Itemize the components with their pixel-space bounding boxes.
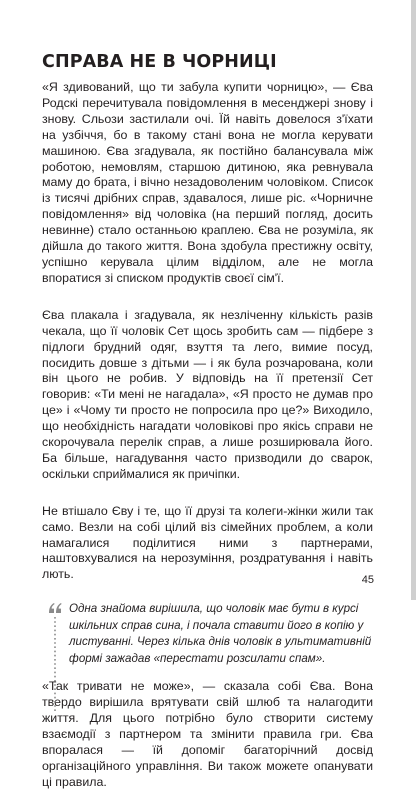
page-edge-bar: [411, 0, 416, 600]
quote-block: [42, 601, 373, 667]
chapter-heading: СПРАВА НЕ В ЧОРНИЦІ: [42, 52, 277, 72]
paragraph-4: «Так тривати не може», — сказала собі Єва. Вона твердо вирішила врятувати свій шлюб та налагодити життя. Для цього потрібно було створити систему взаємодії з партнером та змінити правила гри. Єва впоралася — їй допоміг багаторічний досвід організаційного управління. Ви також можете опанувати ці правила.: [42, 679, 373, 789]
quote-dotted-rule: [54, 617, 56, 711]
quote-text: Одна знайома вирішила, що чоловік має бути в курсі шкільних справ сина, і почала ставити його в копію у листуванні. Через кілька днів чоловік в ультимативній формі зажадав «перестати розсилати спам».: [69, 602, 372, 665]
speech-quote-icon: [48, 602, 62, 614]
page-body: [42, 80, 373, 791]
page-number: 45: [361, 574, 374, 586]
paragraph-3: Не втішало Єву і те, що її друзі та колеги-жінки жили так само. Везли на собі цілий віз сімейних проблем, а коли намагалися поділитися ними з партнерами, наштовхувалися на нерозуміння, роздратування і навіть лють.: [42, 503, 373, 582]
paragraph-2: Єва плакала і згадувала, як незліченну кількість разів чекала, що її чоловік Сет щось зробить сам — підбере з підлоги брудний одяг, взуття та лего, вимие посуд, посидить довше з дітьми — і як була розчарована, коли він цього не робив. У відповідь на її претензії Сет говорив: «Ти мені не нагадала», «Я просто не думав про це» і «Чому ти просто не попросила про це?» Виходило, що необхідність нагадати чоловікові про якісь справи не скорочувала перелік справ, а лише розширювала його. Ба більше, нагадування часто призводили до сварок, оскільки сприймалися як причіпки.: [42, 307, 373, 481]
paragraph-1: «Я здивований, що ти забула купити чорницю», — Єва Родскі перечитувала повідомлення в месенджері знову і знову. Сльози застилали очі. Їй навіть довелося з'їхати на узбіччя, бо в такому стані вона не могла керувати машиною. Єва згадувала, як постійно балансувала між роботою, немовлям, старшою дитиною, яка ревнувала маму до брата, і вічно незадоволеним чоловіком. Список із тисячі дрібних справ, здавалося, лише ріс. «Чорничне повідомлення» від чоловіка (на перший погляд, досить невинне) стало останньою краплею. Єва не розуміла, як дійшла до такого життя. Вона здобула престижну освіту, успішно керувала цілим відділом, але не могла впоратися зі списком продуктів своєї сім'ї.: [42, 80, 373, 285]
